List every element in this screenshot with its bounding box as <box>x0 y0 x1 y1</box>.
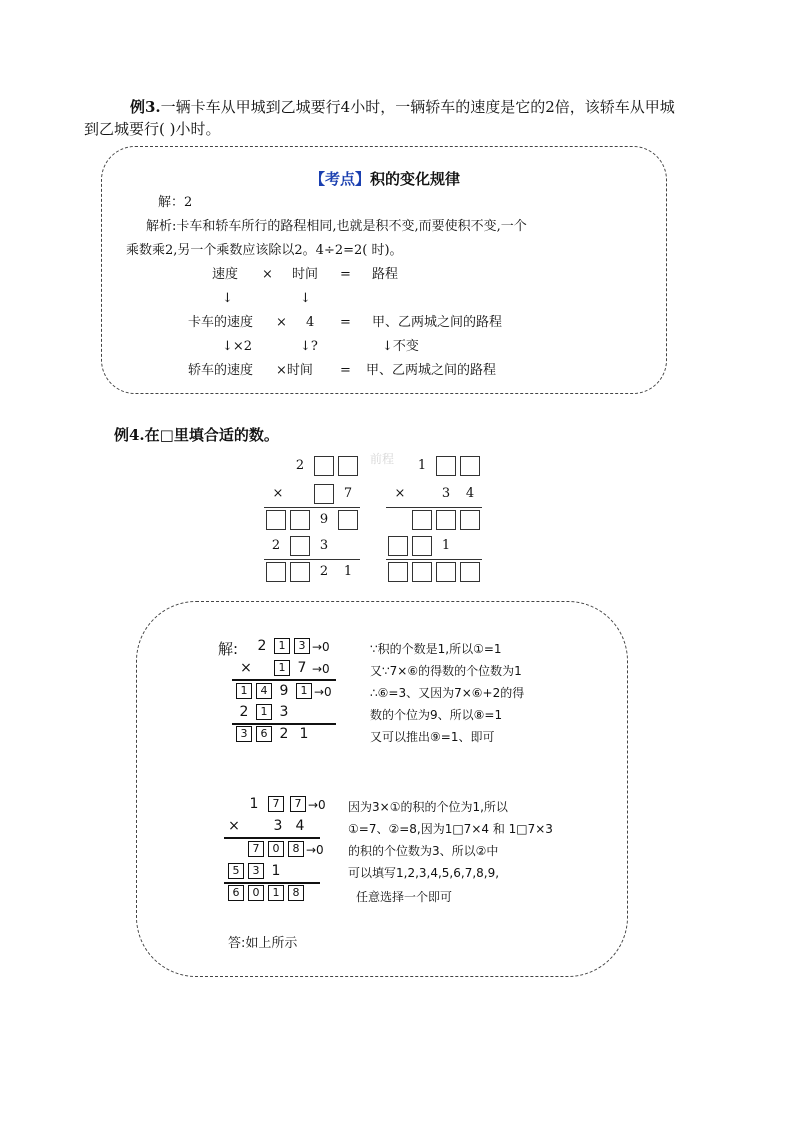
truck-speed: 卡车的速度 <box>188 315 254 330</box>
hw-arrow: →0 <box>312 640 330 654</box>
hw-divider <box>232 679 336 681</box>
truck-time: 4 <box>306 315 315 330</box>
rel-equals: = <box>340 267 351 282</box>
hw-box: 5 <box>228 863 244 879</box>
question-3 <box>84 96 724 140</box>
blank-box[interactable] <box>460 510 480 530</box>
kaodian-label: 【考点】 <box>309 170 370 188</box>
hw-note-2-5: 任意选择一个即可 <box>356 890 453 904</box>
digit: 9 <box>319 512 329 527</box>
hw-arrow: →0 <box>308 798 326 812</box>
hw-note-2-1: 因为3×①的积的个位为1,所以 <box>348 800 508 814</box>
blank-box[interactable] <box>436 510 456 530</box>
divider-line <box>264 507 360 508</box>
hw-box: 3 <box>248 863 264 879</box>
rel-time: 时间 <box>292 267 319 282</box>
hw-arrow: →0 <box>312 662 330 676</box>
hw-box: 3 <box>294 638 310 654</box>
hw-digit: 3 <box>279 704 289 720</box>
kaodian-heading <box>102 168 668 189</box>
digit: 2 <box>271 538 281 553</box>
hw-box: 7 <box>248 841 264 857</box>
digit: 3 <box>319 538 329 553</box>
hw-note-1-2: 又∵7×⑥的得数的个位数为1 <box>370 664 522 678</box>
blank-box[interactable] <box>388 536 408 556</box>
hw-box: 8 <box>288 885 304 901</box>
car-distance: 甲、乙两城之间的路程 <box>366 363 497 378</box>
hw-answer: 答:如上所示 <box>228 936 298 951</box>
puzzle-2 <box>386 454 486 586</box>
blank-box[interactable] <box>412 510 432 530</box>
digit: 2 <box>319 564 329 579</box>
hw-digit: 3 <box>273 818 283 834</box>
digit: 7 <box>343 486 353 501</box>
hw-digit: 1 <box>249 796 259 812</box>
hw-note-1-3: ∴⑥=3、又因为7×⑥+2的得 <box>370 686 525 700</box>
hw-note-2-3: 的积的个位数为3、所以②中 <box>348 844 499 858</box>
arrow-unknown: ↓? <box>300 339 318 354</box>
digit: 2 <box>295 458 305 473</box>
car-times-time: ×时间 <box>276 363 313 378</box>
hw-box: 6 <box>256 726 272 742</box>
digit: 1 <box>441 538 451 553</box>
hw-box: 0 <box>268 841 284 857</box>
watermark: 前程 <box>370 452 395 466</box>
blank-box[interactable] <box>314 456 334 476</box>
blank-box[interactable] <box>436 456 456 476</box>
times-sign: × <box>394 486 406 501</box>
rel-speed: 速度 <box>212 267 239 282</box>
hw-note-1-4: 数的个位为9、所以⑧=1 <box>370 708 503 722</box>
digit: 4 <box>465 486 475 501</box>
rel-times-2: × <box>276 315 287 330</box>
rel-times: × <box>262 267 273 282</box>
rel-distance: 路程 <box>372 267 399 282</box>
kaodian-text: 积的变化规律 <box>370 170 461 188</box>
hw-box: 7 <box>268 796 284 812</box>
hw-arrow: →0 <box>306 843 324 857</box>
puzzle-1 <box>264 454 364 586</box>
hw-digit: 2 <box>279 726 289 742</box>
hw-box: 3 <box>236 726 252 742</box>
question-3-label: 例3. <box>130 98 161 116</box>
rel-equals-3: = <box>340 363 351 378</box>
hw-arrow: →0 <box>314 685 332 699</box>
hw-digit: 4 <box>295 818 305 834</box>
hw-box: 6 <box>228 885 244 901</box>
digit: 1 <box>417 458 427 473</box>
blank-box[interactable] <box>388 562 408 582</box>
blank-box[interactable] <box>338 510 358 530</box>
down-arrow-icon: ↓ <box>222 291 233 306</box>
hw-digit: 7 <box>297 660 307 676</box>
blank-box[interactable] <box>266 510 286 530</box>
answer-box-3 <box>101 146 667 394</box>
handwritten-solution <box>214 620 564 956</box>
blank-box[interactable] <box>338 456 358 476</box>
blank-box[interactable] <box>290 536 310 556</box>
answer-line: 解：2 <box>158 195 193 210</box>
divider-line <box>264 559 360 560</box>
hw-box: 1 <box>236 683 252 699</box>
truck-distance: 甲、乙两城之间的路程 <box>372 315 503 330</box>
blank-box[interactable] <box>412 536 432 556</box>
car-speed: 轿车的速度 <box>188 363 254 378</box>
blank-box[interactable] <box>412 562 432 582</box>
blank-box[interactable] <box>460 562 480 582</box>
analysis-line-2: 乘数乘2,另一个乘数应该除以2。4÷2=2( 时)。 <box>126 243 403 258</box>
hw-box: 8 <box>288 841 304 857</box>
blank-box[interactable] <box>436 562 456 582</box>
digit: 3 <box>441 486 451 501</box>
hw-divider <box>224 882 320 884</box>
arrow-unchanged: ↓不变 <box>382 339 419 354</box>
hw-times: × <box>240 660 252 676</box>
blank-box[interactable] <box>314 484 334 504</box>
hw-box: 7 <box>290 796 306 812</box>
blank-box[interactable] <box>266 562 286 582</box>
hw-digit: 2 <box>257 638 267 654</box>
divider-line <box>386 507 482 508</box>
analysis-line-1: 解析:卡车和轿车所行的路程相同,也就是积不变,而要使积不变,一个 <box>146 219 527 234</box>
hw-digit: 1 <box>271 863 281 879</box>
hw-note-1-5: 又可以推出⑨=1、即可 <box>370 730 495 744</box>
down-arrow-icon: ↓ <box>300 291 311 306</box>
hw-digit: 9 <box>279 683 289 699</box>
blank-box[interactable] <box>290 510 310 530</box>
hw-box: 1 <box>256 704 272 720</box>
digit: 1 <box>343 564 353 579</box>
hw-divider <box>232 723 336 725</box>
hw-note-1-1: ∵积的个数是1,所以①=1 <box>370 642 502 656</box>
hw-box: 1 <box>274 638 290 654</box>
rel-equals-2: = <box>340 315 351 330</box>
hw-divider <box>224 837 320 839</box>
blank-box[interactable] <box>460 456 480 476</box>
question-3-line1: 一辆卡车从甲城到乙城要行4小时，一辆轿车的速度是它的2倍，该轿车从甲城 <box>160 98 675 116</box>
hw-note-2-4: 可以填写1,2,3,4,5,6,7,8,9, <box>348 866 500 880</box>
question-4-title: 例4.在□里填合适的数。 <box>114 426 279 444</box>
blank-box[interactable] <box>290 562 310 582</box>
hw-times: × <box>228 818 240 834</box>
divider-line <box>386 559 482 560</box>
times-sign: × <box>272 486 284 501</box>
arrow-times-2: ↓×2 <box>222 339 253 354</box>
hw-box: 1 <box>296 683 312 699</box>
hw-box: 0 <box>248 885 264 901</box>
question-3-line2: 到乙城要行( )小时。 <box>84 120 221 138</box>
solution-label: 解: <box>218 640 239 658</box>
hw-box: 4 <box>256 683 272 699</box>
hw-digit: 2 <box>239 704 249 720</box>
hw-digit: 1 <box>299 726 309 742</box>
hw-box: 1 <box>268 885 284 901</box>
hw-box: 1 <box>274 660 290 676</box>
hw-note-2-2: ①=7、②=8,因为1□7×4 和 1□7×3 <box>348 822 553 836</box>
